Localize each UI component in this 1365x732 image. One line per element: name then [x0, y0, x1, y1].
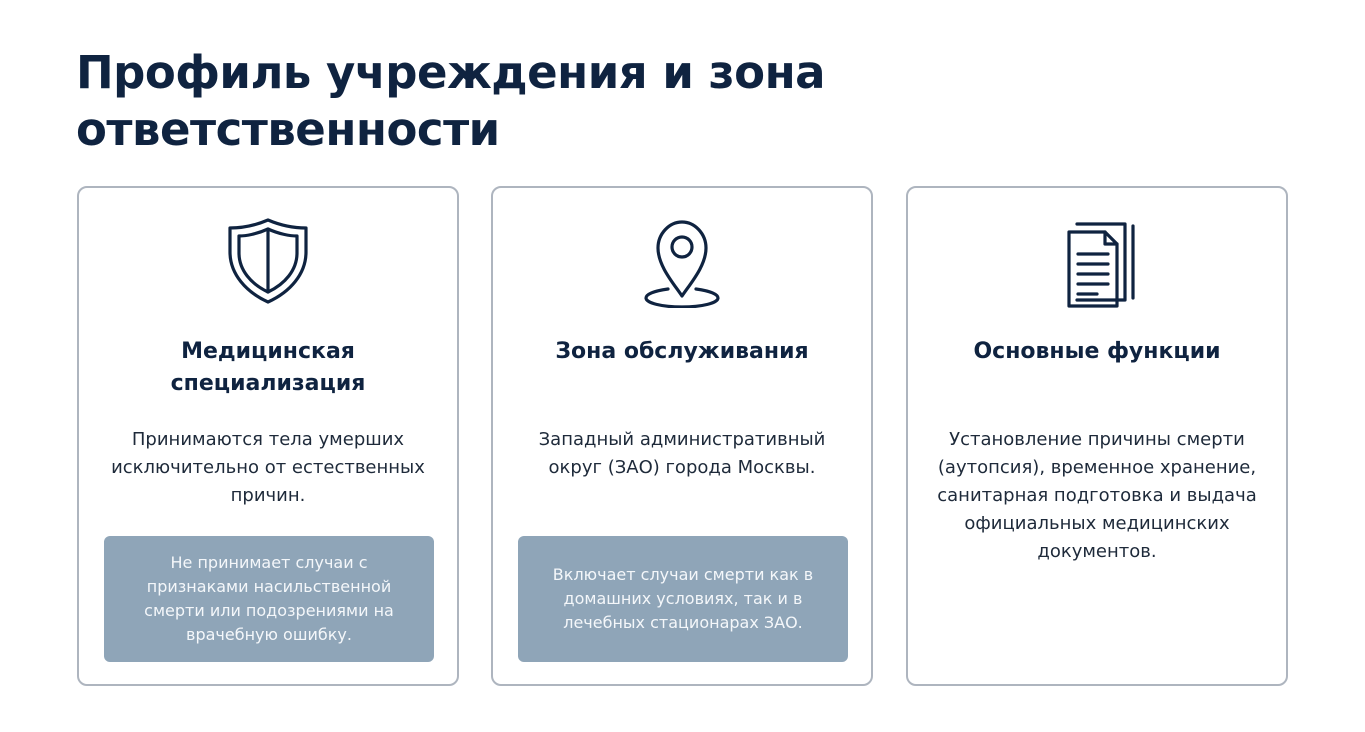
card-description: Принимаются тела умерших исключительно от естественных причин. — [111, 429, 425, 506]
card-description: Установление причины смерти (аутопсия), временное хранение, санитарная подготовка и выдача официальных медицинских документов. — [937, 429, 1257, 562]
card-description: Западный административный округ (ЗАО) города Москвы. — [538, 429, 826, 478]
card-title: Зона обслуживания — [555, 339, 809, 364]
documents-icon — [1049, 212, 1145, 308]
card-note: Включает случаи смерти как в домашних условиях, так и в лечебных стационарах ЗАО. — [518, 536, 848, 662]
card-note: Не принимает случаи с признаками насильственной смерти или подозрениями на врачебную ошибку. — [104, 536, 434, 662]
card-service-area — [491, 186, 873, 686]
map-pin-icon — [634, 212, 730, 308]
page-title: Профиль учреждения и зона ответственности — [76, 46, 826, 156]
card-title: Основные функции — [973, 339, 1221, 364]
card-title: Медицинская специализация — [170, 339, 366, 396]
card-medical-specialization — [77, 186, 459, 686]
card-main-functions — [906, 186, 1288, 686]
shield-icon — [220, 212, 316, 308]
